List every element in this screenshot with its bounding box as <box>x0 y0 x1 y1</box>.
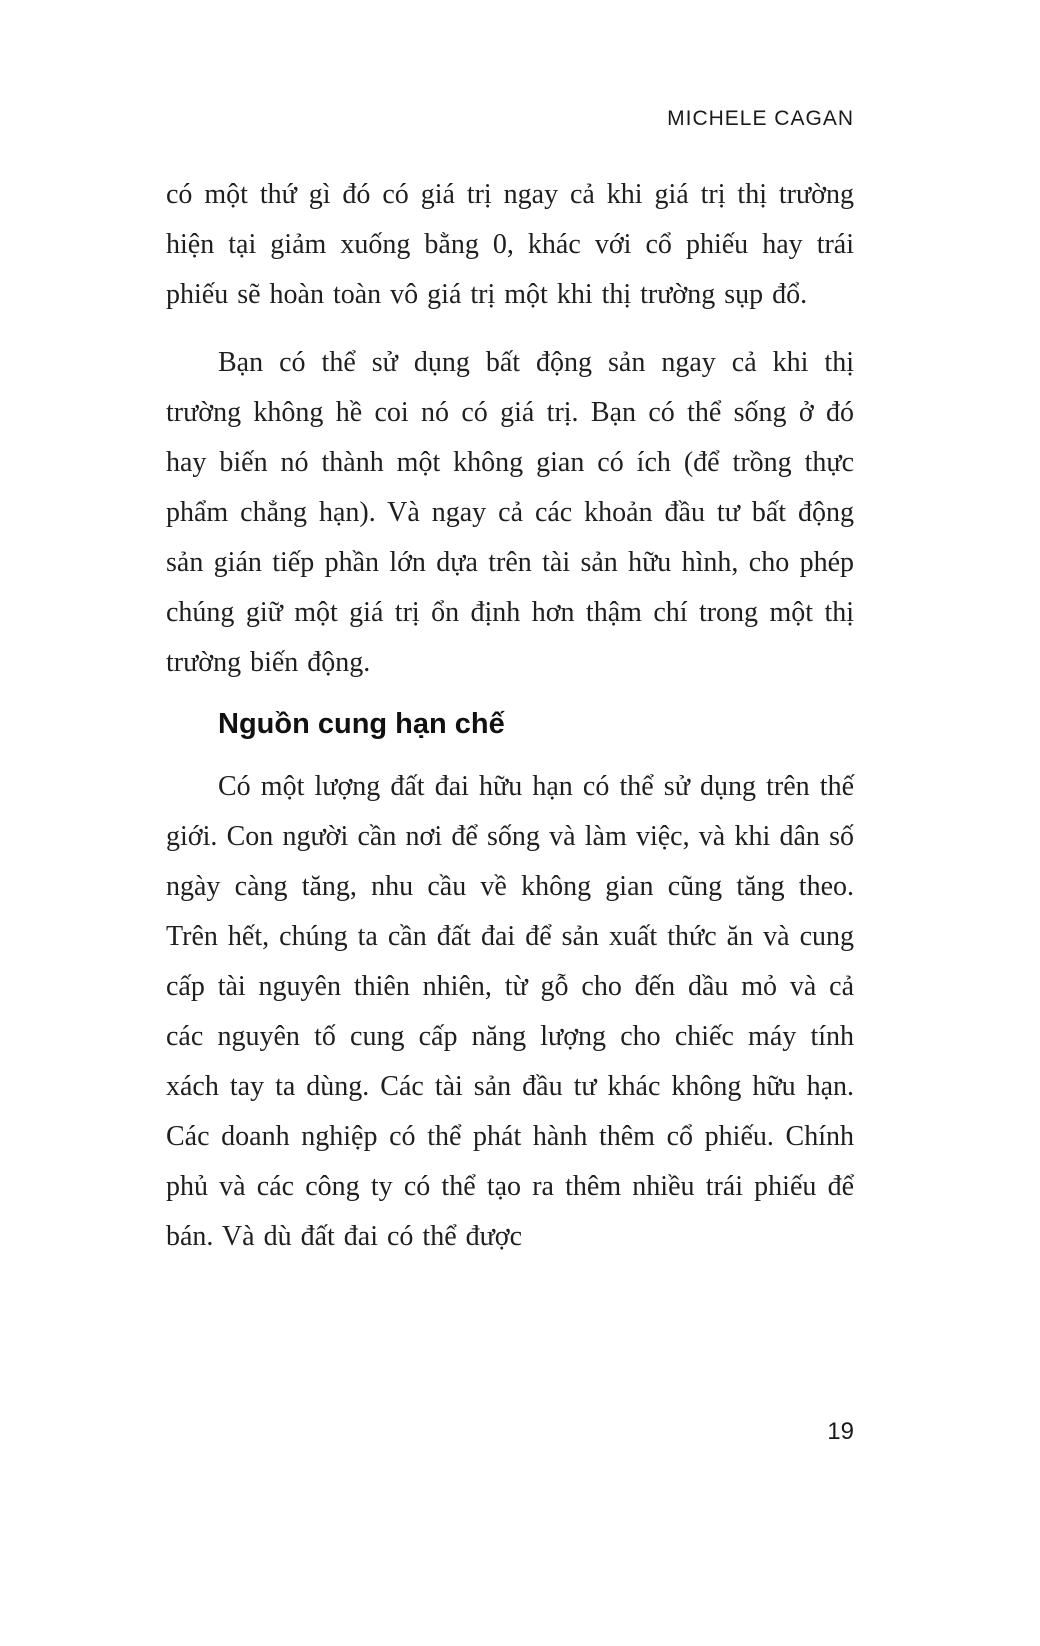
running-header: MICHELE CAGAN <box>667 107 854 130</box>
paragraph: Có một lượng đất đai hữu hạn có thể sử dụng trên thế giới. Con người cần nơi để sống và làm việc, và khi dân số ngày càng tăng, nhu cầu về không gian cũng tăng theo. Trên hết, chúng ta cần đất đai để sản xuất thức ăn và cung cấp tài nguyên thiên nhiên, từ gỗ cho đến dầu mỏ và cả các nguyên tố cung cấp năng lượng cho chiếc máy tính xách tay ta dùng. Các tài sản đầu tư khác không hữu hạn. Các doanh nghiệp có thể phát hành thêm cổ phiếu. Chính phủ và các công ty có thể tạo ra thêm nhiều trái phiếu để bán. Và dù đất đai có thể được <box>166 771 854 1252</box>
paragraph: có một thứ gì đó có giá trị ngay cả khi giá trị thị trường hiện tại giảm xuống bằng 0, khác với cổ phiếu hay trái phiếu sẽ hoàn toàn vô giá trị một khi thị trường sụp đổ. <box>166 179 854 310</box>
page-number: 19 <box>827 1418 854 1445</box>
section-heading: Nguồn cung hạn chế <box>218 708 505 740</box>
page-body <box>166 170 854 1262</box>
paragraph: Bạn có thể sử dụng bất động sản ngay cả khi thị trường không hề coi nó có giá trị. Bạn có thể sống ở đó hay biến nó thành một không gian có ích (để trồng thực phẩm chẳng hạn). Và ngay cả các khoản đầu tư bất động sản gián tiếp phần lớn dựa trên tài sản hữu hình, cho phép chúng giữ một giá trị ổn định hơn thậm chí trong một thị trường biến động. <box>166 347 854 678</box>
